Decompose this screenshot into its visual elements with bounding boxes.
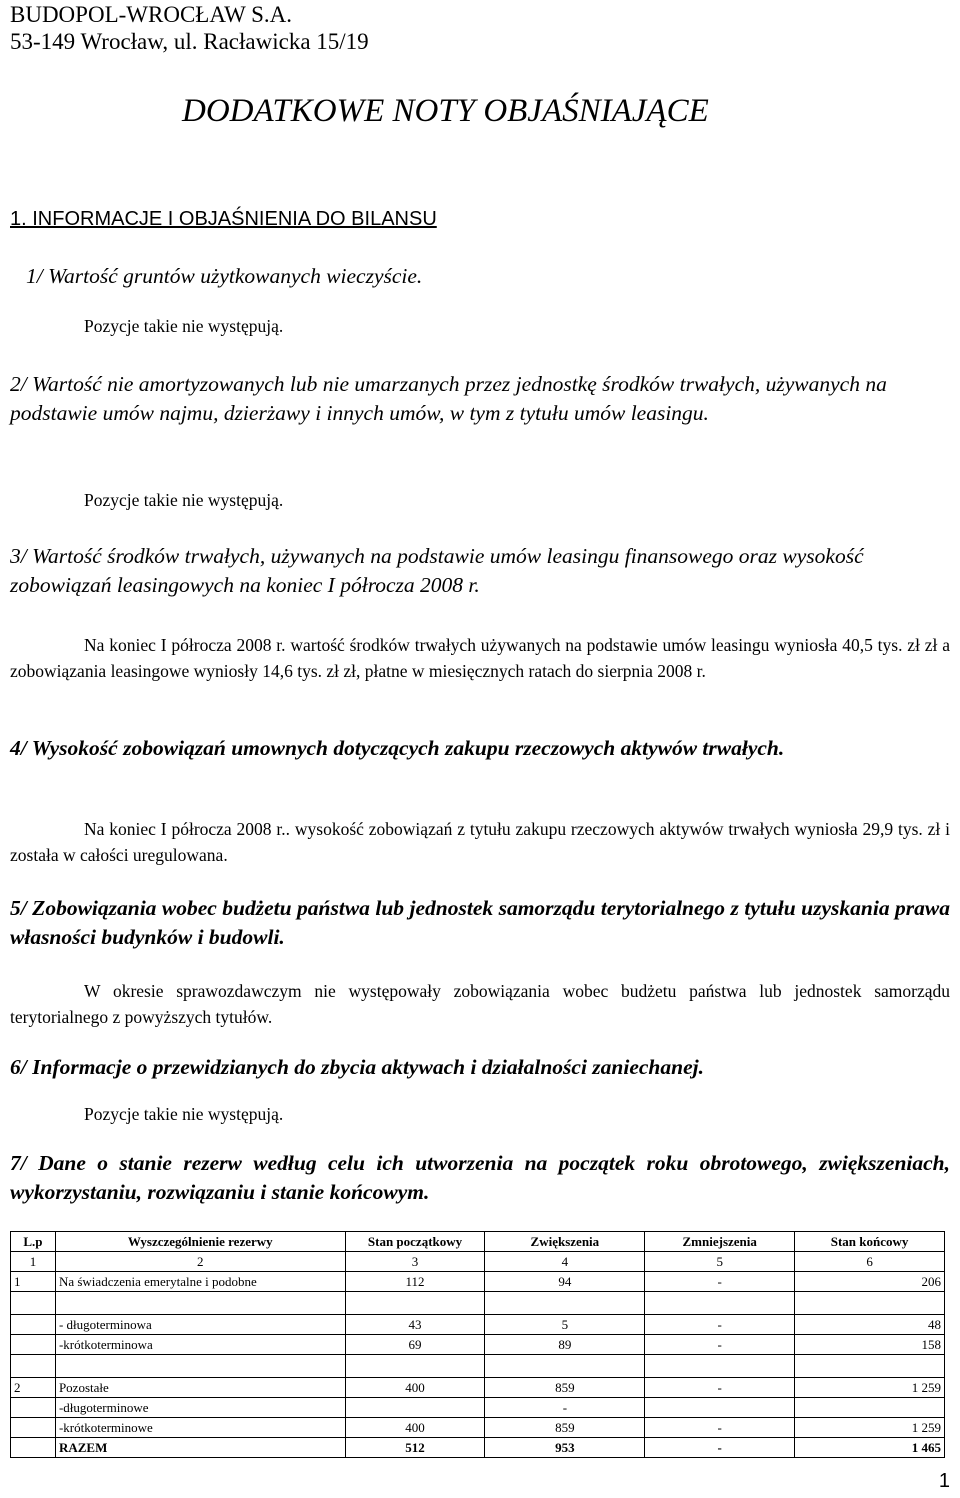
cell-lp [11, 1355, 56, 1378]
table-row [11, 1292, 945, 1315]
cell-end [795, 1355, 945, 1378]
cell-increase: 94 [485, 1272, 645, 1292]
cell-start: 112 [345, 1272, 485, 1292]
table-row [11, 1315, 945, 1335]
header-decrease: Zmniejszenia [645, 1232, 795, 1252]
number-cell: 5 [645, 1252, 795, 1272]
cell-increase: 953 [485, 1438, 645, 1458]
page-number: 1 [938, 1470, 950, 1492]
note-1-heading: 1/ Wartość gruntów użytkowanych wieczyście. [26, 264, 423, 288]
note-5-heading: 5/ Zobowiązania wobec budżetu państwa lub jednostek samorządu terytorialnego z tytułu uzyskania prawa własności budynków i budowli. [10, 896, 950, 949]
cell-lp [11, 1398, 56, 1418]
note-5-text: W okresie sprawozdawczym nie występowały zobowiązania wobec budżetu państwa lub jednostek samorządu terytorialnego z powyższych tytułów. [10, 981, 950, 1027]
company-address: 53-149 Wrocław, ul. Racławicka 15/19 [10, 29, 369, 54]
cell-decrease: - [645, 1418, 795, 1438]
note-2-heading: 2/ Wartość nie amortyzowanych lub nie umarzanych przez jednostkę środków trwałych, używanych na podstawie umów najmu, dzierżawy i innych umów, w tym z tytułu umów leasingu. [10, 372, 887, 425]
note-4-text: Na koniec I półrocza 2008 r.. wysokość zobowiązań z tytułu zakupu rzeczowych aktywów trwałych wyniosła 29,9 tys. zł i została w całości uregulowana. [10, 819, 950, 865]
cell-lp: 1 [11, 1272, 56, 1292]
note-7-heading: 7/ Dane o stanie rezerw według celu ich utworzenia na początek roku obrotowego, zwiększeniach, wykorzystaniu, rozwiązaniu i stanie końcowym. [10, 1151, 950, 1204]
cell-start: 69 [345, 1335, 485, 1355]
cell-decrease [645, 1292, 795, 1315]
cell-decrease: - [645, 1438, 795, 1458]
number-cell: 4 [485, 1252, 645, 1272]
cell-name: -długoterminowe [55, 1398, 345, 1418]
cell-decrease: - [645, 1378, 795, 1398]
cell-start [345, 1355, 485, 1378]
cell-increase: 5 [485, 1315, 645, 1335]
number-cell: 6 [795, 1252, 945, 1272]
section-heading: 1. INFORMACJE I OBJAŚNIENIA DO BILANSU [10, 208, 437, 230]
note-2-text: Pozycje takie nie występują. [84, 490, 284, 510]
cell-name: Na świadczenia emerytalne i podobne [55, 1272, 345, 1292]
table-row [11, 1418, 945, 1438]
cell-lp [11, 1438, 56, 1458]
note-6-text: Pozycje takie nie występują. [84, 1104, 284, 1124]
cell-decrease: - [645, 1335, 795, 1355]
cell-name: - długoterminowa [55, 1315, 345, 1335]
cell-decrease: - [645, 1272, 795, 1292]
number-cell: 1 [11, 1252, 56, 1272]
number-cell: 2 [55, 1252, 345, 1272]
cell-end: 48 [795, 1315, 945, 1335]
cell-start [345, 1292, 485, 1315]
cell-end: 1 465 [795, 1438, 945, 1458]
cell-end: 1 259 [795, 1418, 945, 1438]
cell-name [55, 1292, 345, 1315]
note-1-text: Pozycje takie nie występują. [84, 316, 284, 336]
cell-lp [11, 1418, 56, 1438]
header-name: Wyszczególnienie rezerwy [55, 1232, 345, 1252]
document-title: DODATKOWE NOTY OBJAŚNIAJĄCE [182, 93, 709, 129]
table-row [11, 1335, 945, 1355]
cell-lp [11, 1292, 56, 1315]
cell-start: 43 [345, 1315, 485, 1335]
number-cell: 3 [345, 1252, 485, 1272]
table-row [11, 1355, 945, 1378]
cell-end [795, 1398, 945, 1418]
cell-increase [485, 1292, 645, 1315]
cell-decrease [645, 1355, 795, 1378]
header-end: Stan końcowy [795, 1232, 945, 1252]
company-name: BUDOPOL-WROCŁAW S.A. [10, 2, 293, 27]
cell-end: 158 [795, 1335, 945, 1355]
table-row [11, 1378, 945, 1398]
note-6-heading: 6/ Informacje o przewidzianych do zbycia aktywach i działalności zaniechanej. [10, 1055, 704, 1079]
cell-end: 1 259 [795, 1378, 945, 1398]
cell-lp [11, 1335, 56, 1355]
cell-name: Pozostałe [55, 1378, 345, 1398]
cell-end: 206 [795, 1272, 945, 1292]
note-3-heading: 3/ Wartość środków trwałych, używanych na podstawie umów leasingu finansowego oraz wysokość zobowiązań leasingowych na koniec I półrocza 2008 r. [10, 544, 864, 597]
note-3-text: Na koniec I półrocza 2008 r. wartość środków trwałych używanych na podstawie umów leasingu wyniosła 40,5 tys. zł zł a zobowiązania leasingowe wyniosły 14,6 tys. zł zł, płatne w miesięcznych ratach do sierpnia 2008 r. [10, 635, 950, 681]
note-4-heading: 4/ Wysokość zobowiązań umownych dotyczących zakupu rzeczowych aktywów trwałych. [10, 736, 785, 760]
cell-name: -krótkoterminowe [55, 1418, 345, 1438]
cell-increase [485, 1355, 645, 1378]
cell-name [55, 1355, 345, 1378]
cell-increase: - [485, 1398, 645, 1418]
table-row [11, 1398, 945, 1418]
cell-decrease [645, 1398, 795, 1418]
cell-start: 400 [345, 1418, 485, 1438]
table-numbering-row [11, 1252, 945, 1272]
header-lp: L.p [11, 1232, 56, 1252]
cell-start: 400 [345, 1378, 485, 1398]
cell-lp [11, 1315, 56, 1335]
cell-start [345, 1398, 485, 1418]
table-row [11, 1272, 945, 1292]
cell-name: -krótkoterminowa [55, 1335, 345, 1355]
table-header-row [11, 1232, 945, 1252]
cell-name: RAZEM [55, 1438, 345, 1458]
header-start: Stan początkowy [345, 1232, 485, 1252]
table-total-row [11, 1438, 945, 1458]
cell-end [795, 1292, 945, 1315]
cell-start: 512 [345, 1438, 485, 1458]
cell-lp: 2 [11, 1378, 56, 1398]
cell-increase: 859 [485, 1418, 645, 1438]
reserves-table [10, 1231, 945, 1458]
cell-increase: 89 [485, 1335, 645, 1355]
cell-increase: 859 [485, 1378, 645, 1398]
header-increase: Zwiększenia [485, 1232, 645, 1252]
cell-decrease: - [645, 1315, 795, 1335]
